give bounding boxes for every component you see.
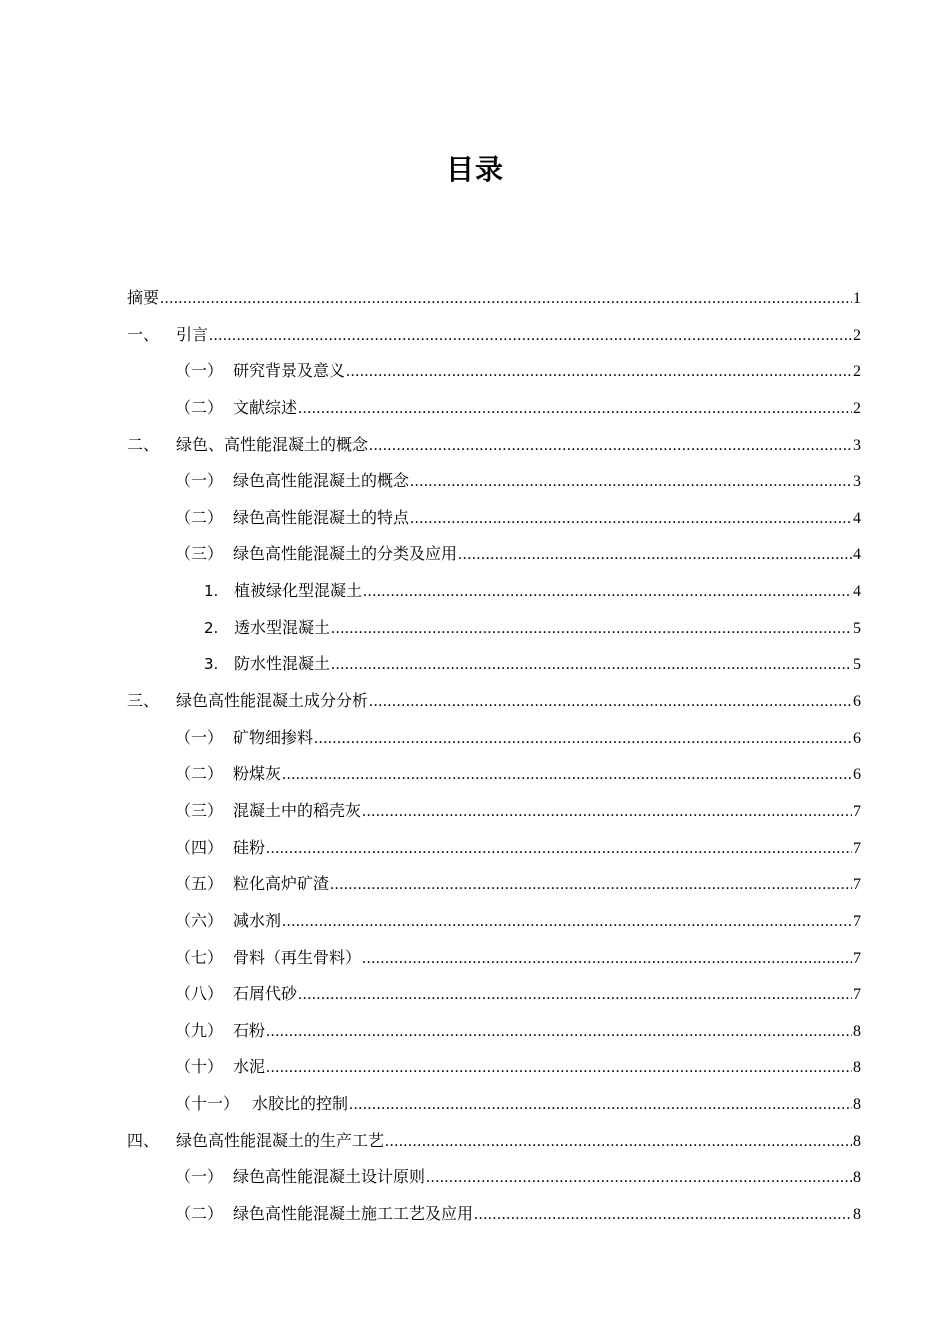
toc-entry-page: 8 [853,1206,861,1224]
toc-entry-page: 3 [853,436,861,454]
toc-leader-dots [266,1014,852,1050]
toc-leader-dots [385,1124,852,1160]
toc-leader-dots [410,464,852,500]
toc-leader-dots [298,977,852,1013]
toc-entry-page: 4 [853,546,861,564]
toc-entry-label: 绿色高性能混凝土施工工艺及应用 [233,1204,474,1224]
toc-entry-page: 4 [853,509,861,527]
toc-entry-label: 绿色高性能混凝土成分分析 [176,691,369,711]
toc-leader-dots [474,1197,852,1233]
toc-entry-number: （七） [175,947,224,967]
toc-entry[interactable] [127,353,861,390]
toc-entry-label: 植被绿化型混凝土 [234,581,363,601]
toc-entry-number: 1. [204,582,219,601]
toc-entry-number: 二、 [127,434,160,454]
toc-entry-number: （二） [175,764,224,784]
toc-entry-page: 8 [853,1169,861,1187]
toc-entry[interactable] [127,1086,861,1123]
toc-entry-label: 骨料（再生骨料） [233,947,362,967]
toc-leader-dots [209,318,852,354]
toc-entry[interactable] [127,427,861,464]
toc-leader-dots [410,501,852,537]
toc-entry-number: （九） [175,1020,224,1040]
toc-entry-page: 2 [853,326,861,344]
toc-leader-dots [314,721,852,757]
toc-entry-label: 摘要 [127,288,160,307]
toc-entry[interactable] [127,1013,861,1050]
toc-leader-dots [362,794,852,830]
toc-entry-page: 3 [853,473,861,491]
toc-entry-page: 7 [853,949,861,967]
toc-entry[interactable] [127,720,861,757]
toc-entry-page: 2 [853,363,861,381]
toc-entry[interactable] [127,536,861,573]
toc-leader-dots [346,354,852,390]
toc-leader-dots [369,684,852,720]
toc-entry[interactable] [127,866,861,903]
toc-entry-label: 矿物细掺料 [233,727,314,747]
toc-entry-label: 绿色、高性能混凝土的概念 [176,434,369,454]
toc-entry[interactable] [127,1123,861,1160]
toc-entry[interactable] [127,976,861,1013]
toc-entry-number: 四、 [127,1130,160,1150]
toc-leader-dots [330,867,852,903]
toc-entry-number: （二） [175,1204,224,1224]
toc-entry-label: 石粉 [233,1020,266,1040]
toc-entry-page: 2 [853,399,861,417]
toc-entry-label: 水胶比的控制 [252,1094,349,1114]
toc-entry-page: 7 [853,876,861,894]
toc-leader-dots [426,1160,852,1196]
toc-entry-number: （五） [175,874,224,894]
toc-entry-number: （一） [175,727,224,747]
toc-leader-dots [160,281,852,317]
toc-entry-number: （三） [175,800,224,820]
toc-entry-number: （一） [175,361,224,381]
toc-entry-label: 绿色高性能混凝土的概念 [233,471,410,491]
toc-entry-number: （三） [175,544,224,564]
toc-entry[interactable] [127,500,861,537]
toc-entry-number: 一、 [127,324,160,344]
toc-entry-page: 7 [853,912,861,930]
toc-leader-dots [363,574,852,610]
toc-entry-label: 绿色高性能混凝土的生产工艺 [176,1130,385,1150]
toc-entry-label: 减水剂 [233,910,282,930]
toc-entry-page: 8 [853,1132,861,1150]
toc-leader-dots [331,647,852,683]
toc-entry-label: 透水型混凝土 [234,617,331,637]
toc-entry[interactable] [127,830,861,867]
toc-entry-page: 7 [853,802,861,820]
toc-leader-dots [458,537,852,573]
toc-leader-dots [282,904,852,940]
toc-entry-label: 绿色高性能混凝土的分类及应用 [233,544,458,564]
toc-entry[interactable] [127,793,861,830]
toc-entry-page: 8 [853,1022,861,1040]
toc-leader-dots [282,757,852,793]
toc-entry[interactable] [127,903,861,940]
toc-entry-label: 研究背景及意义 [233,361,346,381]
toc-entry[interactable] [127,940,861,977]
toc-entry-page: 6 [853,693,861,711]
toc-entry-number: （十） [175,1057,224,1077]
toc-entry[interactable] [127,1049,861,1086]
toc-entry-number: （四） [175,837,224,857]
toc-entry-label: 石屑代砂 [233,984,298,1004]
toc-entry-number: （八） [175,984,224,1004]
toc-entry-number: 三、 [127,691,160,711]
toc-entry[interactable] [127,646,861,683]
toc-entry-page: 1 [853,290,861,307]
toc-entry-page: 7 [853,839,861,857]
toc-entry-page: 8 [853,1059,861,1077]
toc-leader-dots [349,1087,852,1123]
toc-entry-page: 5 [853,656,861,674]
toc-entry-page: 4 [853,583,861,601]
toc-leader-dots [331,611,852,647]
toc-entry[interactable] [127,317,861,354]
toc-entry-label: 混凝土中的稻壳灰 [233,800,362,820]
toc-leader-dots [369,428,852,464]
toc-entry-label: 引言 [176,324,209,344]
toc-entry-number: （十一） [175,1094,240,1114]
toc-leader-dots [362,941,852,977]
table-of-contents [127,280,861,1233]
toc-entry-number: （二） [175,397,224,417]
toc-leader-dots [266,831,852,867]
toc-entry-page: 6 [853,766,861,784]
toc-entry-page: 8 [853,1096,861,1114]
toc-entry[interactable] [127,1196,861,1233]
toc-entry-label: 粉煤灰 [233,764,282,784]
toc-entry-number: 3. [204,655,219,674]
toc-entry-number: 2. [204,618,219,637]
toc-entry-label: 水泥 [233,1057,266,1077]
toc-entry-page: 7 [853,986,861,1004]
toc-entry[interactable] [127,1159,861,1196]
toc-entry-label: 文献综述 [233,397,298,417]
toc-entry-label: 粒化高炉矿渣 [233,874,330,894]
page-title: 目录 [445,153,504,186]
toc-entry[interactable] [127,683,861,720]
toc-entry-number: （二） [175,507,224,527]
toc-leader-dots [298,391,852,427]
toc-entry-label: 绿色高性能混凝土的特点 [233,507,410,527]
toc-entry-number: （六） [175,910,224,930]
toc-entry[interactable] [127,390,861,427]
toc-entry-label: 硅粉 [233,837,266,857]
toc-entry[interactable] [127,610,861,647]
toc-entry-number: （一） [175,1167,224,1187]
toc-leader-dots [266,1050,852,1086]
toc-entry-label: 防水性混凝土 [234,654,331,674]
toc-entry-page: 5 [853,619,861,637]
toc-entry[interactable] [127,756,861,793]
toc-entry[interactable] [127,573,861,610]
toc-entry[interactable] [127,280,861,317]
toc-entry-label: 绿色高性能混凝土设计原则 [233,1167,426,1187]
toc-entry-page: 6 [853,729,861,747]
toc-entry-number: （一） [175,471,224,491]
toc-entry[interactable] [127,463,861,500]
